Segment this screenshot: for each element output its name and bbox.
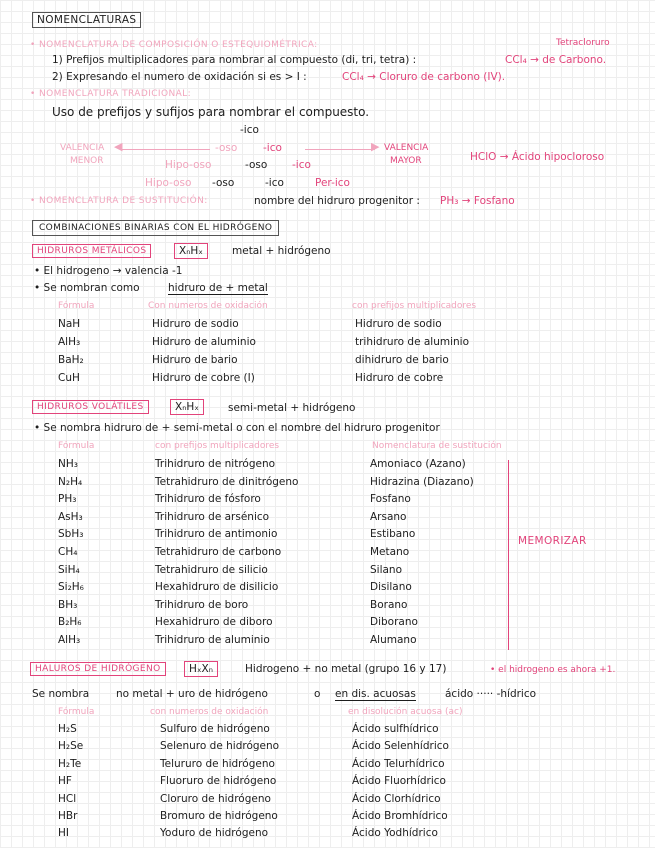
acuosa-cell: Ácido Telurhídrico	[352, 757, 445, 770]
formula-cell: BH₃	[58, 598, 78, 611]
sustitucion-cell: Silano	[370, 563, 403, 576]
heading-sustitucion: • NOMENCLATURA DE SUSTITUCIÓN:	[30, 196, 208, 206]
label-haluros: HALUROS DE HIDRÓGENO	[30, 662, 166, 676]
sustitucion-cell: Estibano	[370, 528, 416, 541]
acuosa-cell: Ácido Yodhídrico	[352, 827, 438, 840]
prefijos-cell: Hidruro de sodio	[355, 318, 442, 330]
label-hidruros-volatiles: HIDRUROS VOLÁTILES	[32, 400, 149, 414]
formula-cell: Si₂H₆	[58, 581, 84, 594]
sustitucion-cell: Arsano	[370, 510, 407, 523]
sustitucion-cell: Disilano	[370, 581, 412, 594]
note-haluros: • el hidrogeno es ahora +1.	[490, 665, 616, 675]
composicion-line-1: 1) Prefijos multiplicadores para nombrar al compuesto (di, tri, tetra) :	[52, 54, 417, 66]
arrow-right-head-icon: ▶	[371, 140, 380, 153]
heading-tradicional: • NOMENCLATURA TRADICIONAL:	[30, 89, 192, 99]
formula-cell: AsH₃	[58, 510, 83, 523]
oxidacion-cell: Telururo de hidrógeno	[160, 757, 275, 770]
desc-metalicos: metal + hidrógeno	[232, 245, 331, 257]
note-tetracloruro: Tetracloruro	[556, 38, 610, 48]
formula-cell: SbH₃	[58, 528, 84, 541]
arrow-right-line	[305, 149, 375, 150]
oxidacion-cell: Hidruro de sodio	[152, 318, 239, 330]
metalicos-header-formula: Fórmula	[58, 301, 95, 311]
ico-top: -ico	[240, 124, 259, 136]
oxidacion-cell: Fluoruro de hidrógeno	[160, 775, 277, 788]
memorizar-label: MEMORIZAR	[518, 535, 587, 547]
sustitucion-cell: Alumano	[370, 634, 417, 646]
oxidacion-cell: Cloruro de hidrógeno	[160, 792, 271, 805]
formula-cell: BaH₂	[58, 354, 84, 366]
oxidacion-cell: Hidruro de aluminio	[152, 336, 256, 348]
oxidacion-cell: Hidruro de cobre (I)	[152, 372, 255, 384]
row2-hipo-oso: Hipo-oso	[165, 159, 212, 171]
arrow-left-line	[120, 149, 210, 150]
formula-cell: N₂H₄	[58, 475, 83, 488]
prefijos-cell: trihidruro de aluminio	[355, 336, 470, 348]
row3-per-ico: Per-ico	[315, 177, 350, 189]
metalicos-header-oxidacion: Con numeros de oxidación	[148, 301, 268, 311]
sustitucion-cell: Diborano	[370, 616, 418, 629]
formula-metalicos: XₙHₓ	[174, 243, 208, 259]
formula-cell: HBr	[58, 810, 78, 822]
formula-cell: CH₄	[58, 546, 78, 558]
prefijos-cell: Hexahidruro de disilicio	[155, 581, 279, 594]
formula-cell: NH₃	[58, 458, 78, 470]
sustitucion-cell: Fosfano	[370, 493, 411, 506]
volatiles-header-sustitucion: Nomenclatura de sustitución	[372, 441, 502, 451]
tradicional-desc: Uso de prefijos y sufijos para nombrar el compuesto.	[52, 105, 370, 119]
prefijos-cell: Hidruro de cobre	[355, 372, 444, 384]
row1-oso: -oso	[215, 142, 238, 154]
sustitucion-cell: Metano	[370, 546, 410, 558]
haluros-header-formula: Fórmula	[58, 707, 95, 717]
acuosa-cell: Ácido Fluorhídrico	[352, 775, 446, 788]
volatiles-bullet: • Se nombra hidruro de + semi-metal o con el nombre del hidruro progenitor	[34, 422, 440, 434]
section-title-nomenclaturas: NOMENCLATURAS	[32, 12, 141, 28]
valencia-menor-1: VALENCIA	[60, 143, 105, 153]
row2-oso: -oso	[245, 159, 268, 171]
haluros-line-e: ácido ····· -hídrico	[445, 688, 537, 700]
metalicos-bullet-2a: • Se nombran como	[34, 282, 140, 294]
volatiles-header-formula: Fórmula	[58, 441, 95, 451]
haluros-line-b: no metal + uro de hidrógeno	[116, 688, 268, 700]
row3-hipo-oso: Hipo-oso	[145, 177, 192, 189]
haluros-line-c: o	[314, 688, 321, 700]
formula-cell: AlH₃	[58, 336, 81, 348]
sustitucion-cell: Amoniaco (Azano)	[370, 458, 466, 470]
formula-cell: PH₃	[58, 493, 77, 506]
formula-cell: HCl	[58, 792, 77, 805]
row2-ico: -ico	[292, 159, 311, 171]
formula-cell: H₂Te	[58, 757, 82, 770]
formula-cell: CuH	[58, 372, 80, 384]
sustitucion-example: PH₃ → Fosfano	[440, 195, 515, 207]
row3-oso: -oso	[212, 177, 235, 189]
composicion-line-2: 2) Expresando el numero de oxidación si es > I :	[52, 71, 307, 83]
desc-volatiles: semi-metal + hidrógeno	[228, 402, 356, 414]
prefijos-cell: Trihidruro de boro	[155, 598, 249, 611]
haluros-header-oxidacion: con numeros de oxidación	[150, 707, 269, 717]
acuosa-cell: Ácido sulfhídrico	[352, 723, 439, 735]
row1-ico: -ico	[263, 142, 282, 154]
valencia-mayor-2: MAYOR	[390, 156, 422, 166]
metalicos-bullet-2b: hidruro de + metal	[168, 282, 268, 294]
arrow-left-head-icon: ◀	[114, 140, 123, 153]
sustitucion-desc: nombre del hidruro progenitor :	[254, 195, 420, 207]
formula-cell: HF	[58, 775, 72, 788]
acuosa-cell: Ácido Selenhídrico	[352, 740, 449, 753]
section-title-combinaciones: COMBINACIONES BINARIAS CON EL HIDRÓGENO	[32, 220, 279, 236]
haluros-line-d: en dis. acuosas	[335, 688, 416, 700]
oxidacion-cell: Hidruro de bario	[152, 354, 238, 366]
formula-cell: HI	[58, 827, 69, 840]
formula-cell: SiH₄	[58, 563, 80, 576]
metalicos-header-prefijos: con prefijos multiplicadores	[352, 301, 477, 311]
formula-haluros: HₓXₙ	[184, 661, 218, 677]
acuosa-cell: Ácido Bromhídrico	[352, 810, 448, 822]
sustitucion-cell: Borano	[370, 598, 408, 611]
volatiles-header-prefijos: con prefijos multiplicadores	[155, 441, 280, 451]
oxidacion-cell: Yoduro de hidrógeno	[160, 827, 269, 840]
composicion-line-2-formula: CCl₄ → Cloruro de carbono (IV).	[342, 71, 506, 83]
desc-haluros: Hidrogeno + no metal (grupo 16 y 17)	[245, 663, 447, 675]
formula-cell: B₂H₆	[58, 616, 82, 629]
row3-ico: -ico	[265, 177, 284, 189]
acuosa-cell: Ácido Clorhídrico	[352, 792, 441, 805]
formula-cell: AlH₃	[58, 634, 81, 646]
oxidacion-cell: Selenuro de hidrógeno	[160, 740, 280, 753]
prefijos-cell: Trihidruro de nitrógeno	[155, 458, 276, 470]
prefijos-cell: Trihidruro de aluminio	[155, 634, 270, 646]
prefijos-cell: Hexahidruro de diboro	[155, 616, 273, 629]
memorizar-bracket	[508, 460, 509, 650]
haluros-line-a: Se nombra	[32, 688, 90, 700]
prefijos-cell: Trihidruro de antimonio	[155, 528, 278, 541]
oxidacion-cell: Sulfuro de hidrógeno	[160, 723, 270, 735]
sustitucion-cell: Hidrazina (Diazano)	[370, 475, 474, 488]
formula-volatiles: XₙHₓ	[170, 399, 204, 415]
prefijos-cell: Trihidruro de fósforo	[155, 493, 261, 506]
prefijos-cell: Tetrahidruro de dinitrógeno	[155, 475, 299, 488]
prefijos-cell: Tetrahidruro de silicio	[155, 563, 268, 576]
valencia-menor-2: MENOR	[70, 156, 104, 166]
prefijos-cell: Tetrahidruro de carbono	[155, 546, 282, 558]
valencia-mayor-1: VALENCIA	[384, 143, 429, 153]
formula-cell: H₂S	[58, 723, 77, 735]
composicion-line-1-formula: CCl₄ → de Carbono.	[505, 54, 607, 66]
example-hclo: HClO → Ácido hipocloroso	[470, 151, 605, 163]
formula-cell: H₂Se	[58, 740, 84, 753]
prefijos-cell: dihidruro de bario	[355, 354, 449, 366]
metalicos-bullet-1: • El hidrogeno → valencia -1	[34, 265, 183, 277]
prefijos-cell: Trihidruro de arsénico	[155, 510, 270, 523]
label-hidruros-metalicos: HIDRUROS METÁLICOS	[32, 244, 151, 258]
oxidacion-cell: Bromuro de hidrógeno	[160, 810, 278, 822]
heading-composicion: • NOMENCLATURA DE COMPOSICIÓN O ESTEQUIOMÉTRICA:	[30, 40, 318, 50]
formula-cell: NaH	[58, 318, 81, 330]
haluros-header-acuosa: en disolución acuosa (ac)	[348, 707, 463, 717]
